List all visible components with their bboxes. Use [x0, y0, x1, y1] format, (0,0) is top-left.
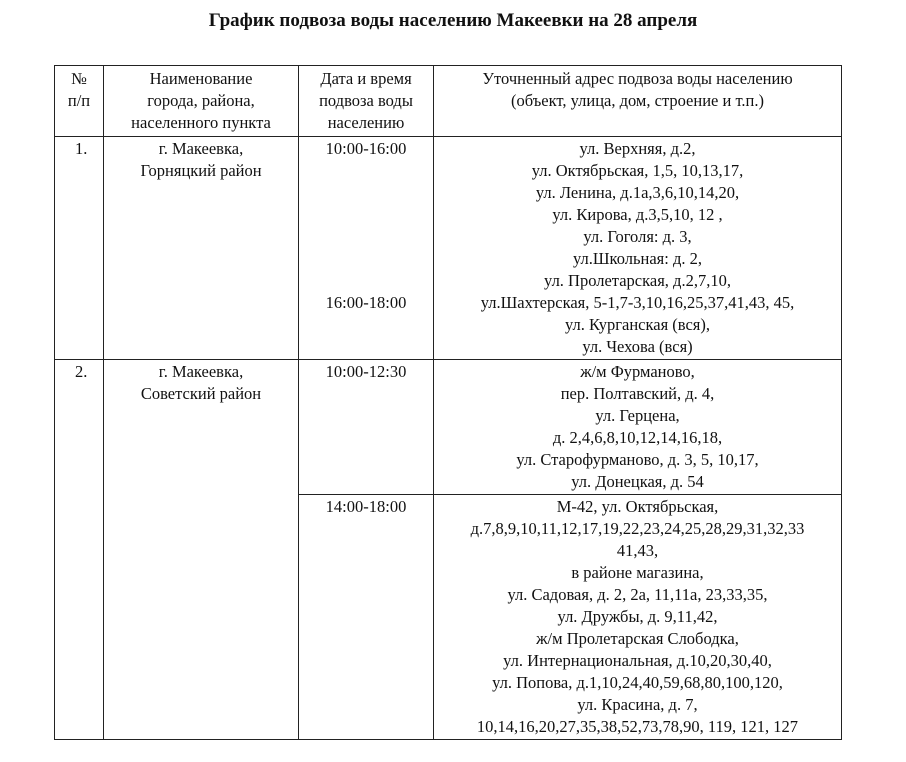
row-time	[299, 137, 434, 360]
city-line: Горняцкий район	[140, 161, 262, 180]
address-line: ул. Чехова (вся)	[582, 337, 693, 356]
address-line: ул.Школьная: д. 2,	[573, 249, 702, 268]
address-line: ул. Гоголя: д. 3,	[583, 227, 692, 246]
city-line: г. Макеевка,	[158, 139, 244, 158]
table-row	[55, 360, 842, 495]
header-text: Дата и время	[320, 69, 412, 88]
time-spacer	[303, 160, 429, 292]
time-value: 10:00-16:00	[325, 139, 407, 158]
header-text: (объект, улица, дом, строение и т.п.)	[511, 91, 764, 110]
address-line: ж/м Пролетарская Слободка,	[536, 629, 739, 648]
header-text: населенного пункта	[131, 113, 271, 132]
time-value: 16:00-18:00	[325, 293, 407, 312]
water-schedule-table	[54, 65, 842, 740]
row-address	[434, 360, 842, 495]
address-line: М-42, ул. Октябрьская,	[556, 497, 719, 516]
address-line: 10,14,16,20,27,35,38,52,73,78,90, 119, 121, 127	[476, 717, 799, 736]
row-time	[299, 495, 434, 740]
row-time	[299, 360, 434, 495]
address-line: ул. Верхняя, д.2,	[579, 139, 696, 158]
city-line: г. Макеевка,	[158, 362, 244, 381]
address-line: ул. Дружбы, д. 9,11,42,	[557, 607, 718, 626]
header-city	[104, 66, 299, 137]
address-line: ул. Донецкая, д. 54	[571, 472, 704, 491]
address-line: ул. Кирова, д.3,5,10, 12 ,	[552, 205, 723, 224]
header-text: Уточненный адрес подвоза воды населению	[482, 69, 793, 88]
address-line: ж/м Фурманово,	[580, 362, 695, 381]
page-title: График подвоза воды населению Макеевки на 28 апреля	[208, 10, 698, 31]
address-line: ул. Старофурманово, д. 3, 5, 10,17,	[516, 450, 759, 469]
header-number	[55, 66, 104, 137]
row-address	[434, 137, 842, 360]
address-line: ул. Красина, д. 7,	[577, 695, 698, 714]
header-text: населению	[327, 113, 405, 132]
row-number: 1.	[55, 137, 104, 360]
table-header-row	[55, 66, 842, 137]
city-line: Советский район	[140, 384, 262, 403]
row-number: 2.	[55, 360, 104, 740]
address-line: ул. Курганская (вся),	[564, 315, 711, 334]
table-row	[55, 137, 842, 360]
row-address	[434, 495, 842, 740]
address-line: д. 2,4,6,8,10,12,14,16,18,	[552, 428, 723, 447]
header-text: п/п	[67, 91, 91, 110]
header-text: Наименование	[149, 69, 253, 88]
address-line: ул. Октябрьская, 1,5, 10,13,17,	[531, 161, 744, 180]
row-city	[104, 360, 299, 740]
header-text: №	[71, 69, 87, 88]
time-value: 14:00-18:00	[325, 497, 407, 516]
header-address	[434, 66, 842, 137]
address-line: ул. Интернациональная, д.10,20,30,40,	[503, 651, 772, 670]
header-text: города, района,	[147, 91, 255, 110]
address-line: ул.Шахтерская, 5-1,7-3,10,16,25,37,41,43, 45,	[480, 293, 795, 312]
row-city	[104, 137, 299, 360]
address-line: 41,43,	[616, 541, 659, 560]
header-text: подвоза воды	[319, 91, 413, 110]
address-line: в районе магазина,	[571, 563, 704, 582]
address-line: ул. Ленина, д.1а,3,6,10,14,20,	[535, 183, 740, 202]
address-line: ул. Садовая, д. 2, 2а, 11,11а, 23,33,35,	[507, 585, 768, 604]
address-line: пер. Полтавский, д. 4,	[560, 384, 715, 403]
address-line: д.7,8,9,10,11,12,17,19,22,23,24,25,28,29,31,32,33	[470, 519, 805, 538]
address-line: ул. Попова, д.1,10,24,40,59,68,80,100,120,	[492, 673, 783, 692]
address-line: ул. Пролетарская, д.2,7,10,	[544, 271, 731, 290]
time-value: 10:00-12:30	[325, 362, 407, 381]
header-time	[299, 66, 434, 137]
address-line: ул. Герцена,	[595, 406, 680, 425]
